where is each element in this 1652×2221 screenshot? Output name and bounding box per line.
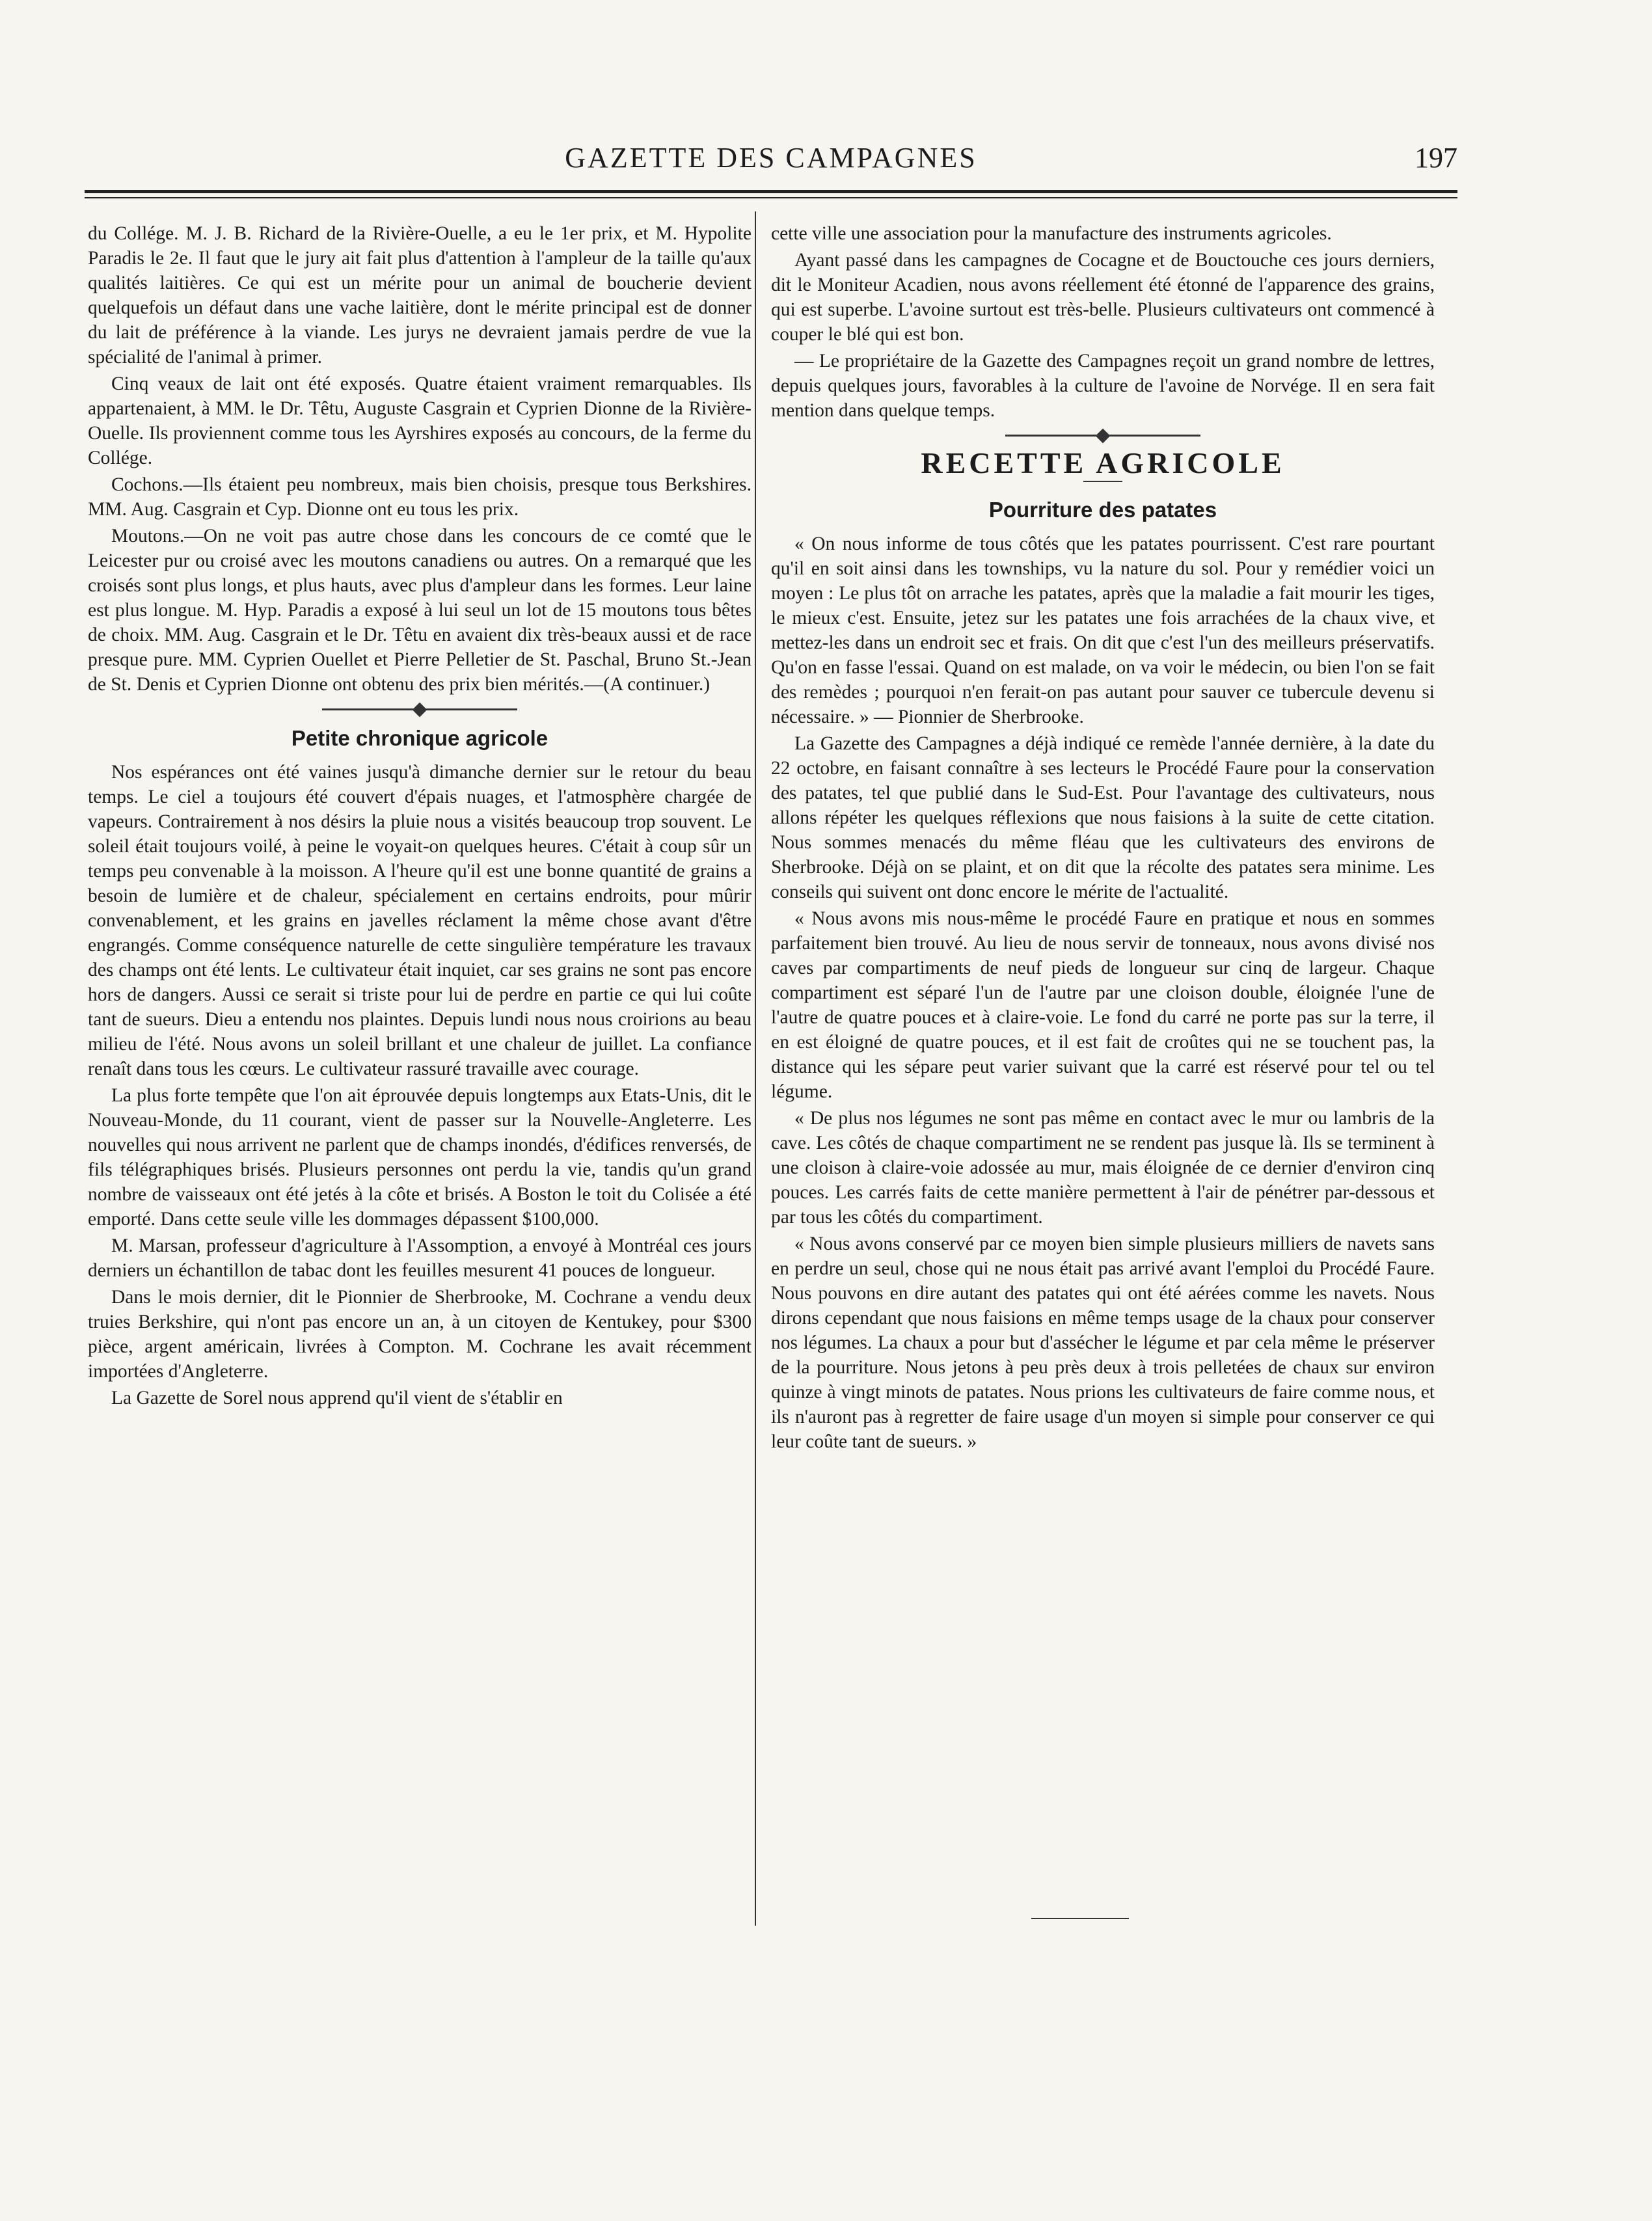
paragraph: Cochons.—Ils étaient peu nombreux, mais bien choisis, presque tous Berkshires. MM. Aug. Casgrain et Cyp. Dionne ont eu tous les prix. [88,474,752,520]
paragraph: M. Marsan, professeur d'agriculture à l'Assomption, a envoyé à Montréal ces jours derniers un échantillon de tabac dont les feuilles mesurent 41 pouces de longueur. [88,1235,752,1281]
header-rule-thin [85,197,1457,198]
right-column [771,221,1435,1456]
left-column [88,221,752,1412]
title-underline [1083,481,1122,482]
page-number: 197 [1415,142,1457,174]
column-divider [755,211,756,1926]
section-heading: Petite chronique agricole [291,726,548,750]
subsection-heading: Pourriture des patates [988,498,1217,522]
end-rule [1031,1918,1129,1919]
paragraph: Dans le mois dernier, dit le Pionnier de Sherbrooke, M. Cochrane a vendu deux truies Berkshire, qui n'ont pas encore un an, à un citoyen de Kentukey, pour $300 pièce, argent américain, livrées à Compton. M. Cochrane les avait récemment importées d'Angleterre. [88,1287,752,1382]
paragraph: « Nous avons conservé par ce moyen bien simple plusieurs milliers de navets sans en perdre un seul, chose qui ne nous était pas arrivé avant l'emploi du Procédé Faure. Nous pouvons en dire autant des patates qui ont été aérées comme les navets. Nous dirons cependant que nous faisions en même temps usage de la chaux pour conserver nos légumes. La chaux a pour but d'assécher le légume et par cela même le préserver de la pourriture. Nous jetons à peu près deux à trois pelletées de chaux sur environ quinze à vingt minots de patates. Nous prions les cultivateurs de faire comme nous, et ils n'auront pas à regretter de faire usage d'un moyen si simple pour conserver ce qui leur coûte tant de sueurs. » [771,1233,1435,1452]
section-title: RECETTE AGRICOLE [921,446,1285,479]
paragraph: « Nous avons mis nous-même le procédé Faure en pratique et nous en sommes parfaitement bien trouvé. Au lieu de nous servir de tonneaux, nous avons divisé nos caves par compartiments de neuf pieds de longueur sur cinq de largeur. Chaque compartiment est séparé l'un de l'autre par une cloison double, éloignée l'une de l'autre de quatre pouces et à claire-voie. Le fond du carré ne porte pas sur la terre, il en est éloigné de quatre pouces, et il est fait de croûtes qui ne se touchent pas, la distance qui les sépare peut varier suivant que la carré est réservé pour tel ou tel légume. [771,908,1435,1102]
paragraph: — Le propriétaire de la Gazette des Campagnes reçoit un grand nombre de lettres, depuis quelques jours, favorables à la culture de l'avoine de Norvége. Il en sera fait mention dans quelque temps. [771,351,1435,421]
paragraph: Nos espérances ont été vaines jusqu'à dimanche dernier sur le retour du beau temps. Le ciel a toujours été couvert d'épais nuages, et l'atmosphère chargée de vapeurs. Contrairement à nos désirs la pluie nous a visités beaucoup trop souvent. Le soleil était toujours voilé, à peine le voyait-on quelques heures. C'était à coup sûr un temps peu convenable à la moisson. A l'heure qu'il est une bonne quantité de grains a besoin de lumière et de chaleur, spécialement en certains endroits, pour mûrir convenablement, et les grains en javelles réclament la même chose avant d'être engrangés. Comme conséquence naturelle de cette singulière température les travaux des champs ont été lents. Le cultivateur était inquiet, car ses grains ne sont pas encore hors de dangers. Aussi ce serait si triste pour lui de perdre en partie ce qui lui coûte tant de sueurs. Dieu a entendu nos plaintes. Depuis lundi nous nous croirions au beau milieu de l'été. Nous avons un soleil brillant et une chaleur de juillet. La confiance renaît dans tous les cœurs. Le cultivateur rassuré travaille avec courage. [88,762,752,1079]
paragraph: Ayant passé dans les campagnes de Cocagne et de Bouctouche ces jours derniers, dit le Moniteur Acadien, nous avons réellement été étonné de l'apparence des grains, qui est superbe. L'avoine surtout est très-belle. Plusieurs cultivateurs ont commencé à couper le blé qui est bon. [771,250,1435,345]
section-separator [1005,435,1200,437]
paragraph: « On nous informe de tous côtés que les patates pourrissent. C'est rare pourtant qu'il en soit ainsi dans les townships, vu la nature du sol. Pour y remédier voici un moyen : Le plus tôt on arrache les patates, après que la maladie a fait mourir les tiges, le mieux c'est. Ensuite, jetez sur les patates une fois arrachées de la chaux vive, et mettez-les dans un endroit sec et frais. On dit que c'est l'un des meilleurs préservatifs. Qu'on en fasse l'essai. Quand on est malade, on va voir le médecin, ou bien l'on se fait des remèdes ; pourquoi n'en ferait-on pas autant pour sauver ce tubercule devenu si nécessaire. » — Pionnier de Sherbrooke. [771,533,1435,727]
paragraph: « De plus nos légumes ne sont pas même en contact avec le mur ou lambris de la cave. Les côtés de chaque compartiment ne se rendent pas jusque là. Ils se terminent à une cloison à claire-voie adossée au mur, mais éloignée de ce dernier d'environ cinq pouces. Les carrés faits de cette manière permettent à l'air de pénétrer par-dessous et par tous les côtés du compartiment. [771,1108,1435,1228]
paragraph: Cinq veaux de lait ont été exposés. Quatre étaient vraiment remarquables. Ils appartenaient, à MM. le Dr. Têtu, Auguste Casgrain et Cyprien Dionne de la Rivière-Ouelle. Ils proviennent comme tous les Ayrshires exposés au concours, de la ferme du Collége. [88,373,752,468]
page-header [85,133,1457,179]
paragraph: Moutons.—On ne voit pas autre chose dans les concours de ce comté que le Leicester pur ou croisé avec les moutons canadiens ou autres. On a remarqué que les croisés sont plus longs, et plus hauts, avec plus d'ampleur dans les formes. Leur laine est plus longue. M. Hyp. Paradis a exposé à lui seul un lot de 15 moutons tous bêtes de choix. MM. Aug. Casgrain et le Dr. Têtu en avaient dix très-beaux aussi et de race presque pure. MM. Cyprien Ouellet et Pierre Pelletier de St. Paschal, Bruno St.-Jean de St. Denis et Cyprien Dionne ont obtenu des prix bien mérités.—(A continuer.) [88,526,752,695]
paragraph: La Gazette des Campagnes a déjà indiqué ce remède l'année dernière, à la date du 22 octobre, en faisant connaître à ses lecteurs le Procédé Faure pour la conservation des patates, tel que publié dans le Sud-Est. Pour l'avantage des cultivateurs, nous allons répéter les quelques réflexions que nous faisions à la suite de cette citation. Nous sommes menacés du même fléau que les cultivateurs des environs de Sherbrooke. Déjà on se plaint, et on dit que la récolte des patates sera minime. Les conseils qui suivent ont donc encore le mérite de l'actualité. [771,733,1435,902]
paragraph: du Collége. M. J. B. Richard de la Rivière-Ouelle, a eu le 1er prix, et M. Hypolite Paradis le 2e. Il faut que le jury ait fait plus d'attention à l'ampleur de la taille qu'aux qualités laitières. Ce qui est un mérite pour un animal de boucherie devient quelquefois un défaut dans une vache laitière, dont le mérite principal est de donner du lait de préférence à la viande. Les jurys ne devraient jamais perdre de vue la spécialité de l'animal à primer. [88,223,752,368]
section-separator [322,708,517,710]
paragraph: La Gazette de Sorel nous apprend qu'il vient de s'établir en [111,1388,563,1408]
paragraph: La plus forte tempête que l'on ait éprouvée depuis longtemps aux Etats-Unis, dit le Nouveau-Monde, du 11 courant, vient de passer sur la Nouvelle-Angleterre. Les nouvelles qui nous arrivent ne parlent que de champs inondés, d'édifices renversés, de fils télégraphiques brisés. Plusieurs personnes ont perdu la vie, tandis qu'un grand nombre de vaisseaux ont été jetés à la côte et brisés. A Boston le toit du Colisée a été emporté. Dans cette seule ville les dommages dépassent $100,000. [88,1085,752,1230]
header-rule-thick [85,190,1457,193]
newspaper-title: GAZETTE DES CAMPAGNES [565,142,977,174]
paragraph: cette ville une association pour la manufacture des instruments agricoles. [771,223,1332,244]
